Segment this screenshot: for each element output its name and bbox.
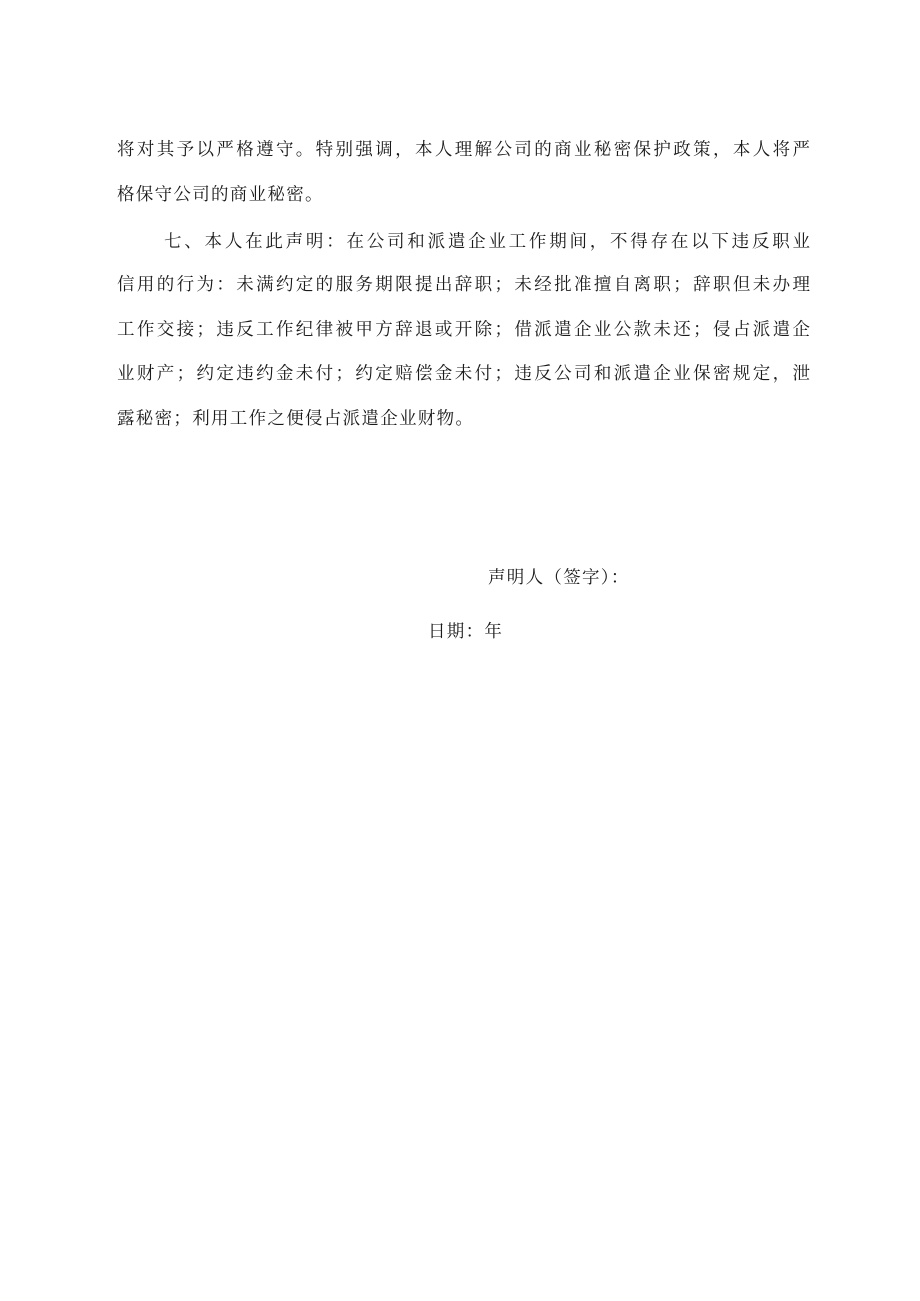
paragraph-line: 七、本人在此声明：在公司和派遣企业工作期间，不得存在以下违反职业: [164, 232, 810, 252]
paragraph-line: 格保守公司的商业秘密。: [117, 185, 324, 205]
paragraph-line: 露秘密；利用工作之便侵占派遣企业财物。: [117, 409, 475, 429]
paragraph-line: 信用的行为：未满约定的服务期限提出辞职；未经批准擅自离职；辞职但未办理: [117, 275, 810, 295]
date-label: 日期：年: [428, 622, 504, 642]
paragraph-line: 将对其予以严格遵守。特别强调，本人理解公司的商业秘密保护政策，本人将严: [117, 140, 810, 160]
paragraph-line: 业财产；约定违约金未付；约定赔偿金未付；违反公司和派遣企业保密规定，泄: [117, 364, 810, 384]
signature-label: 声明人（签字）：: [488, 568, 630, 588]
paragraph-line: 工作交接；违反工作纪律被甲方辞退或开除；借派遣企业公款未还；侵占派遣企: [117, 320, 810, 340]
